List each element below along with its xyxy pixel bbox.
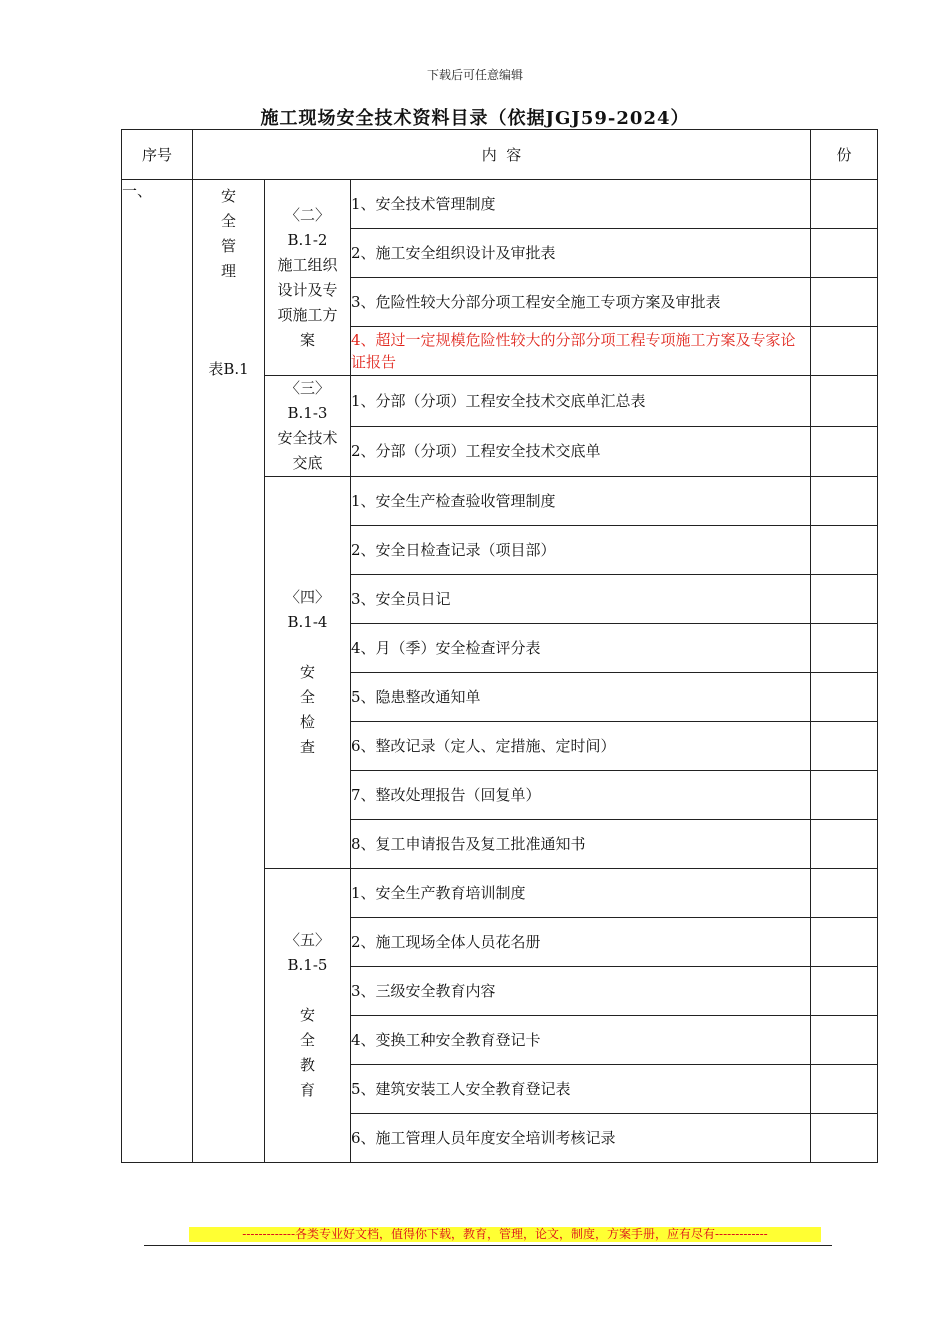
count-cell[interactable] <box>811 1065 878 1114</box>
count-cell[interactable] <box>811 624 878 673</box>
count-cell[interactable] <box>811 967 878 1016</box>
subsection-label <box>265 376 351 477</box>
content-item: 5、建筑安装工人安全教育登记表 <box>351 1065 811 1114</box>
content-item: 3、三级安全教育内容 <box>351 967 811 1016</box>
subsection-label <box>265 477 351 869</box>
count-cell[interactable] <box>811 575 878 624</box>
subsection-line: 全 <box>299 1031 315 1049</box>
subsection-line: 检 <box>299 713 315 731</box>
subsection-line: 教 <box>299 1056 315 1074</box>
subsection-line: B.1-4 <box>287 613 328 631</box>
section-seq: 一、 <box>122 180 193 1163</box>
content-item: 1、安全生产检查验收管理制度 <box>351 477 811 526</box>
category-char: 理 <box>220 262 236 280</box>
count-cell[interactable] <box>811 771 878 820</box>
subsection-line: 全 <box>299 688 315 706</box>
subsection-line: 育 <box>299 1081 315 1099</box>
toc-table <box>121 129 878 1163</box>
footer-rule <box>144 1245 832 1246</box>
subsection-line: 施工组织 <box>277 255 338 274</box>
category-char: 全 <box>220 212 236 230</box>
subsection-line: 交底 <box>292 454 323 472</box>
count-cell[interactable] <box>811 477 878 526</box>
subsection-line: 安 <box>299 663 315 681</box>
count-cell[interactable] <box>811 278 878 327</box>
subsection-line: B.1-5 <box>287 956 328 974</box>
subsection-line: B.1-3 <box>287 404 328 422</box>
subsection-line: 〈四〉 <box>284 588 330 606</box>
content-item: 4、月（季）安全检查评分表 <box>351 624 811 673</box>
document-title: 施工现场安全技术资料目录（依据JGJ59-2024） <box>260 108 690 129</box>
subsection-line <box>265 635 350 660</box>
content-item: 2、施工安全组织设计及审批表 <box>351 229 811 278</box>
count-cell[interactable] <box>811 376 878 427</box>
promo-tagline: -------------各类专业好文档，值得你下载，教育，管理，论文，制度，方案手册，应有尽有------------- <box>189 1227 821 1242</box>
count-cell[interactable] <box>811 327 878 376</box>
seq-header: 序号 <box>122 130 193 180</box>
subsection-line: 安全技术 <box>277 429 338 447</box>
content-item: 2、分部（分项）工程安全技术交底单 <box>351 426 811 477</box>
content-item: 2、施工现场全体人员花名册 <box>351 918 811 967</box>
section-category <box>193 180 265 1163</box>
subsection-line: 〈二〉 <box>284 205 330 224</box>
header-note: 下载后可任意编辑 <box>426 68 523 82</box>
count-cell[interactable] <box>811 673 878 722</box>
subsection-line: B.1-2 <box>287 230 328 249</box>
count-cell[interactable] <box>811 918 878 967</box>
subsection-label <box>265 869 351 1163</box>
content-item: 6、施工管理人员年度安全培训考核记录 <box>351 1114 811 1163</box>
subsection-line: 案 <box>299 330 315 349</box>
subsection-label <box>265 180 351 376</box>
content-item: 3、安全员日记 <box>351 575 811 624</box>
count-cell[interactable] <box>811 426 878 477</box>
subsection-line: 项施工方 <box>277 305 338 324</box>
count-cell[interactable] <box>811 1016 878 1065</box>
content-item: 4、变换工种安全教育登记卡 <box>351 1016 811 1065</box>
count-cell[interactable] <box>811 869 878 918</box>
category-char: 安 <box>220 187 236 205</box>
count-cell[interactable] <box>811 229 878 278</box>
count-cell[interactable] <box>811 722 878 771</box>
content-item: 7、整改处理报告（回复单） <box>351 771 811 820</box>
subsection-line: 查 <box>299 738 315 756</box>
count-cell[interactable] <box>811 820 878 869</box>
category-table-ref: 表B.1 <box>208 360 249 378</box>
content-item: 5、隐患整改通知单 <box>351 673 811 722</box>
subsection-line: 安 <box>299 1006 315 1024</box>
table-header-row <box>122 130 878 180</box>
subsection-line <box>265 978 350 1003</box>
content-item: 3、危险性较大分部分项工程安全施工专项方案及审批表 <box>351 278 811 327</box>
count-cell[interactable] <box>811 526 878 575</box>
toc-body <box>122 180 878 1163</box>
count-cell[interactable] <box>811 180 878 229</box>
subsection-line: 〈五〉 <box>284 931 330 949</box>
content-item: 2、安全日检查记录（项目部） <box>351 526 811 575</box>
count-header: 份 <box>811 130 878 180</box>
category-char: 管 <box>220 237 236 255</box>
table-row <box>122 180 878 229</box>
content-item: 1、安全生产教育培训制度 <box>351 869 811 918</box>
count-cell[interactable] <box>811 1114 878 1163</box>
content-item: 8、复工申请报告及复工批准通知书 <box>351 820 811 869</box>
content-header: 内 容 <box>193 130 811 180</box>
content-item: 1、安全技术管理制度 <box>351 180 811 229</box>
subsection-line: 〈三〉 <box>284 379 330 397</box>
content-item: 4、超过一定规模危险性较大的分部分项工程专项施工方案及专家论证报告 <box>351 327 811 376</box>
subsection-line: 设计及专 <box>277 280 338 299</box>
content-item: 1、分部（分项）工程安全技术交底单汇总表 <box>351 376 811 427</box>
content-item: 6、整改记录（定人、定措施、定时间） <box>351 722 811 771</box>
